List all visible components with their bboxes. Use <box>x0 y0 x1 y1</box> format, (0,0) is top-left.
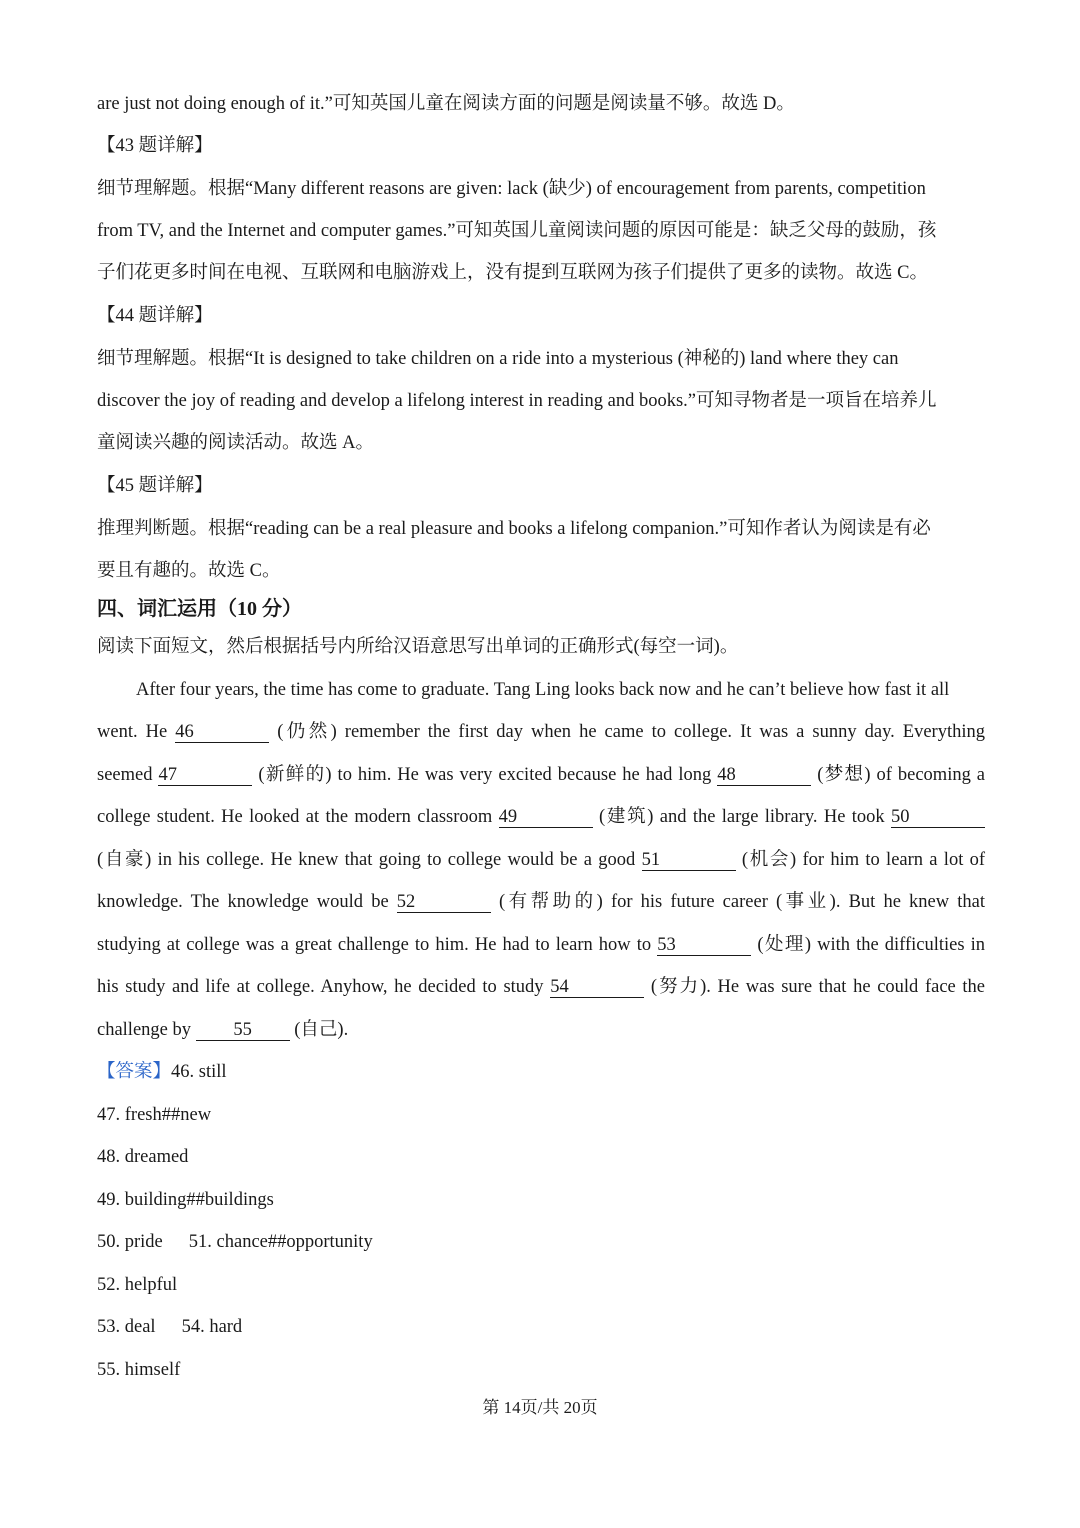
q43-line-1: 细节理解题。根据“Many different reasons are given: lack (缺少) of encouragement from parents, competition <box>97 179 926 199</box>
blank-52[interactable]: 52 <box>397 892 491 913</box>
answer-line-53-54 <box>97 1315 985 1339</box>
answer-49: 49. building##buildings <box>97 1190 274 1210</box>
blank-49[interactable]: 49 <box>499 807 593 828</box>
passage-line-6: knowledge. The knowledge would be 52 (有帮助的) for his future career (事业). But he knew that <box>97 892 986 912</box>
answer-55: 55. himself <box>97 1360 181 1380</box>
section-instruction: 阅读下面短文，然后根据括号内所给汉语意思写出单词的正确形式(每空一词)。 <box>97 637 739 657</box>
blank-55[interactable]: 55 <box>196 1020 290 1041</box>
q43-line-2: from TV, and the Internet and computer games.”可知英国儿童阅读问题的原因可能是：缺乏父母的鼓励，孩 <box>97 221 937 241</box>
passage-line-3: seemed 47 (新鲜的) to him. He was very excited because he had long 48 (梦想) of becoming a <box>97 765 986 785</box>
passage-line-8: his study and life at college. Anyhow, he decided to study 54 (努力). He was sure that he could face the <box>97 977 985 997</box>
answer-47: 47. fresh##new <box>97 1105 212 1125</box>
blank-46[interactable]: 46 <box>175 722 269 743</box>
passage-line-5: (自豪) in his college. He knew that going to college would be a good 51 (机会) for him to learn a lot of <box>97 850 986 870</box>
blank-48[interactable]: 48 <box>717 765 811 786</box>
answer-48: 48. dreamed <box>97 1147 189 1167</box>
q45-line-1: 推理判断题。根据“reading can be a real pleasure and books a lifelong companion.”可知作者认为阅读是有必 <box>97 519 931 539</box>
q44-line-3: 童阅读兴趣的阅读活动。故选 A。 <box>97 433 374 453</box>
q43-line-3: 子们花更多时间在电视、互联网和电脑游戏上，没有提到互联网为孩子们提供了更多的读物。故选 C。 <box>97 263 928 283</box>
q44-line-2: discover the joy of reading and develop a lifelong interest in reading and books.”可知寻物者是一项旨在培养儿 <box>97 391 937 411</box>
blank-53[interactable]: 53 <box>657 935 751 956</box>
page-number: 第 14页/共 20页 <box>482 1398 598 1417</box>
passage-line-1: After four years, the time has come to graduate. Tang Ling looks back now and he can’t believe how fast it all <box>136 680 950 700</box>
passage-line-9: challenge by 55 (自己). <box>97 1020 349 1040</box>
answer-52: 52. helpful <box>97 1275 178 1295</box>
answer-53: 53. deal <box>97 1317 156 1337</box>
section-title: 四、词汇运用（10 分） <box>97 598 302 620</box>
passage-line-7: studying at college was a great challenge to him. He had to learn how to 53 (处理) with the difficulties in <box>97 935 986 955</box>
blank-50[interactable]: 50 <box>891 807 985 828</box>
blank-54[interactable]: 54 <box>550 977 644 998</box>
q45-heading: 【45 题详解】 <box>97 476 213 496</box>
blank-51[interactable]: 51 <box>642 850 736 871</box>
answer-line-46 <box>97 1060 985 1084</box>
passage-line-2: went. He 46 (仍然) remember the first day when he came to college. It was a sunny day. Everything <box>97 722 985 742</box>
q44-heading: 【44 题详解】 <box>97 306 213 326</box>
prev-answer-line: are just not doing enough of it.”可知英国儿童在阅读方面的问题是阅读量不够。故选 D。 <box>97 94 795 114</box>
answer-54: 54. hard <box>181 1317 243 1337</box>
q45-line-2: 要且有趣的。故选 C。 <box>97 561 281 581</box>
q44-line-1: 细节理解题。根据“It is designed to take children on a ride into a mysterious (神秘的) land where they can <box>97 349 899 369</box>
q43-heading: 【43 题详解】 <box>97 136 213 156</box>
answer-46: 46. still <box>171 1062 227 1082</box>
passage-line-4: college student. He looked at the modern classroom 49 (建筑) and the large library. He took 50 <box>97 805 985 829</box>
answer-line-50-51 <box>97 1230 985 1254</box>
answer-51: 51. chance##opportunity <box>188 1232 373 1252</box>
blank-47[interactable]: 47 <box>158 765 252 786</box>
answer-50: 50. pride <box>97 1232 163 1252</box>
answer-label: 【答案】 <box>97 1062 172 1082</box>
